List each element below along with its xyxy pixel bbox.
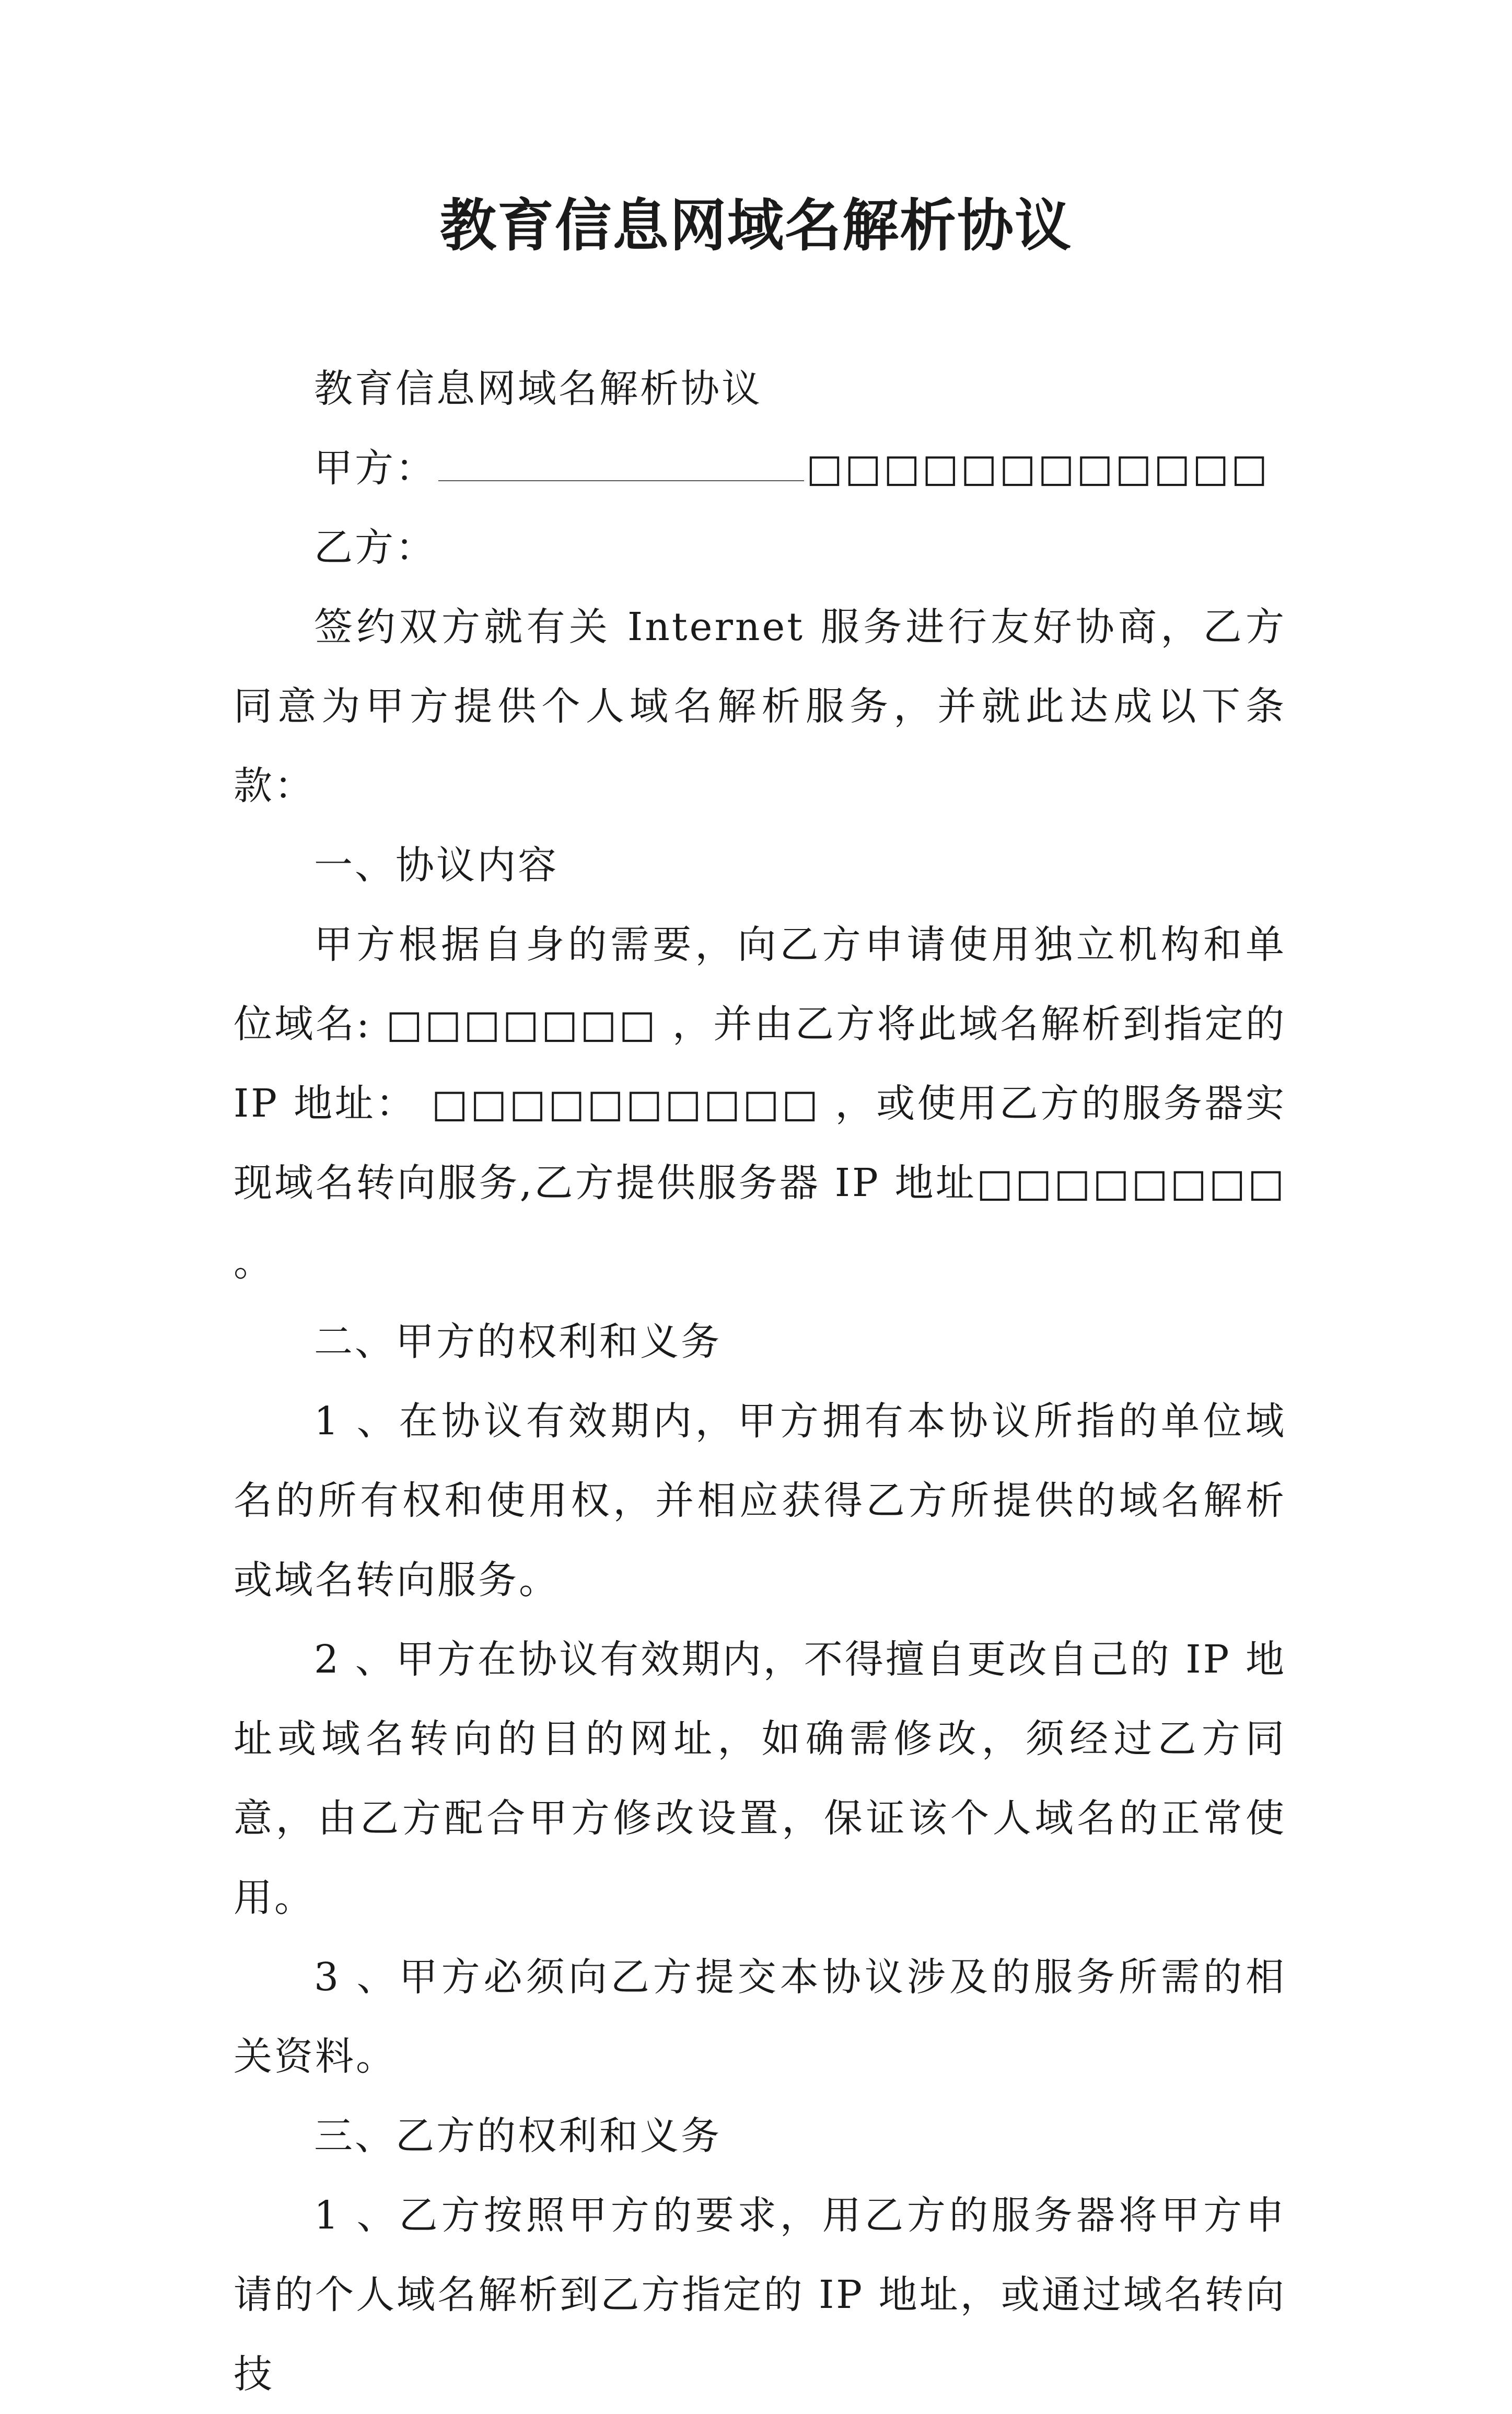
- section-2-item-3: 3 、甲方必须向乙方提交本协议涉及的服务所需的相关资料。: [234, 1955, 1286, 2079]
- document-title: 教育信息网域名解析协议: [439, 193, 1072, 259]
- section-2-item-2: 2 、甲方在协议有效期内，不得擅自更改自己的 IP 地址或域名转向的目的网址，如确需修改，须经过乙方同意，由乙方配合甲方修改设置，保证该个人域名的正常使用。: [234, 1637, 1286, 1920]
- section-2-item-1: 1 、在协议有效期内，甲方拥有本协议所指的单位域名的所有权和使用权，并相应获得乙方所提供的域名解析或域名转向服务。: [234, 1399, 1286, 1603]
- party-a-blank: [438, 445, 804, 481]
- agreement-name-line: 教育信息网域名解析协议: [314, 366, 762, 411]
- section-3-heading: 三、乙方的权利和义务: [314, 2114, 722, 2158]
- document-body: [234, 349, 1286, 2414]
- party-a-line: [234, 428, 1286, 508]
- party-a-label: 甲方：: [314, 446, 436, 491]
- section-3-item-1: 1 、乙方按照甲方的要求，用乙方的服务器将甲方申请的个人域名解析到乙方指定的 IP 地址，或通过域名转向技: [234, 2193, 1286, 2397]
- section-2-heading: 二、甲方的权利和义务: [314, 1319, 722, 1364]
- intro-paragraph: 签约双方就有关 Internet 服务进行友好协商，乙方同意为甲方提供个人域名解析服务，并就此达成以下条款：: [234, 605, 1286, 808]
- party-b-label: 乙方：: [314, 525, 436, 570]
- party-b-line: [234, 508, 1286, 587]
- section-1-paragraph: 甲方根据自身的需要，向乙方申请使用独立机构和单位域名: □□□□□□□ ，并由乙方将此域名解析到指定的 IP 地址： □□□□□□□□□□ ，或使用乙方的服务器实现域名转向服务,乙方提供服务器 IP 地址□□□□□□□□ 。: [234, 922, 1286, 1285]
- section-1-heading: 一、协议内容: [314, 843, 559, 888]
- party-a-placeholder-boxes: □□□□□□□□□□□□: [806, 446, 1270, 491]
